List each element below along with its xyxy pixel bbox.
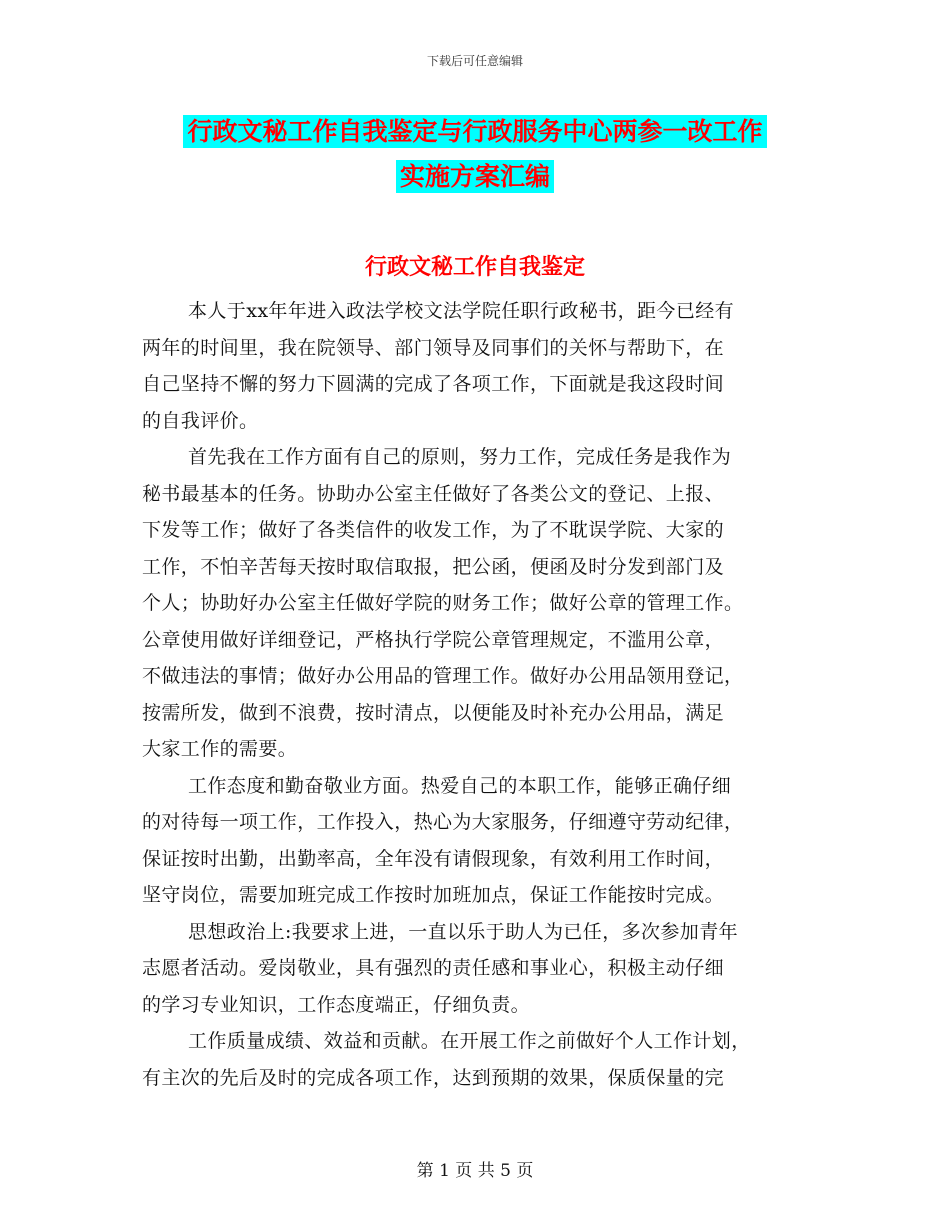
- paragraph-line: 自己坚持不懈的努力下圆满的完成了各项工作，下面就是我这段时间: [142, 373, 725, 395]
- paragraph-line: 工作质量成绩、效益和贡献。在开展工作之前做好个人工作计划，: [188, 1030, 751, 1052]
- paragraph-line: 保证按时出勤，出勤率高，全年没有请假现象，有效利用工作时间，: [142, 847, 725, 870]
- body-text: [142, 293, 804, 1096]
- paragraph-line: 不做违法的事情；做好办公用品的管理工作。做好办公用品领用登记，: [142, 665, 744, 687]
- header-note: 下载后可任意编辑: [426, 54, 523, 68]
- main-title-line-1: [140, 112, 810, 148]
- paragraph-line: 志愿者活动。爱岗敬业，具有强烈的责任感和事业心，积极主动仔细: [142, 957, 725, 979]
- paragraph-line: 的学习专业知识，工作态度端正，仔细负责。: [142, 993, 531, 1016]
- paragraph-line: 个人；协助好办公室主任做好学院的财务工作；做好公章的管理工作。: [142, 592, 744, 614]
- paragraph-line: 两年的时间里，我在院领导、部门领导及同事们的关怀与帮助下，在: [142, 336, 725, 359]
- paragraph-line: 本人于xx年年进入政法学校文法学院任职行政秘书，距今已经有: [188, 300, 735, 322]
- paragraph-line: 按需所发，做到不浪费，按时清点，以便能及时补充办公用品，满足: [142, 701, 725, 724]
- paragraph-line: 的自我评价。: [142, 409, 259, 432]
- paragraph-line: 下发等工作；做好了各类信件的收发工作，为了不耽误学院、大家的: [142, 519, 725, 541]
- main-title-text-1: 行政文秘工作自我鉴定与行政服务中心两参一改工作: [183, 115, 766, 148]
- paragraph-line: 有主次的先后及时的完成各项工作，达到预期的效果，保质保量的完: [142, 1066, 725, 1089]
- paragraph-line: 坚守岗位，需要加班完成工作按时加班加点，保证工作能按时完成。: [142, 884, 725, 906]
- paragraph-line: 大家工作的需要。: [142, 738, 298, 760]
- section-title: 行政文秘工作自我鉴定: [364, 255, 585, 280]
- main-title-text-2: 实施方案汇编: [396, 160, 554, 193]
- paragraph-line: 工作态度和勤奋敬业方面。热爱自己的本职工作，能够正确仔细: [188, 774, 732, 797]
- page-footer: 第 1 页 共 5 页: [416, 1161, 534, 1181]
- paragraph-line: 秘书最基本的任务。协助办公室主任做好了各类公文的登记、上报、: [142, 482, 725, 505]
- paragraph-line: 思想政治上:我要求上进，一直以乐于助人为已任，多次参加青年: [188, 920, 739, 943]
- paragraph-line: 工作，不怕辛苦每天按时取信取报，把公函，便函及时分发到部门及: [142, 555, 725, 578]
- paragraph-line: 首先我在工作方面有自己的原则，努力工作，完成任务是我作为: [188, 446, 732, 468]
- main-title-line-2: [140, 157, 810, 193]
- paragraph-line: 公章使用做好详细登记，严格执行学院公章管理规定，不滥用公章，: [142, 628, 725, 651]
- paragraph-line: 的对待每一项工作，工作投入，热心为大家服务，仔细遵守劳动纪律，: [142, 811, 744, 833]
